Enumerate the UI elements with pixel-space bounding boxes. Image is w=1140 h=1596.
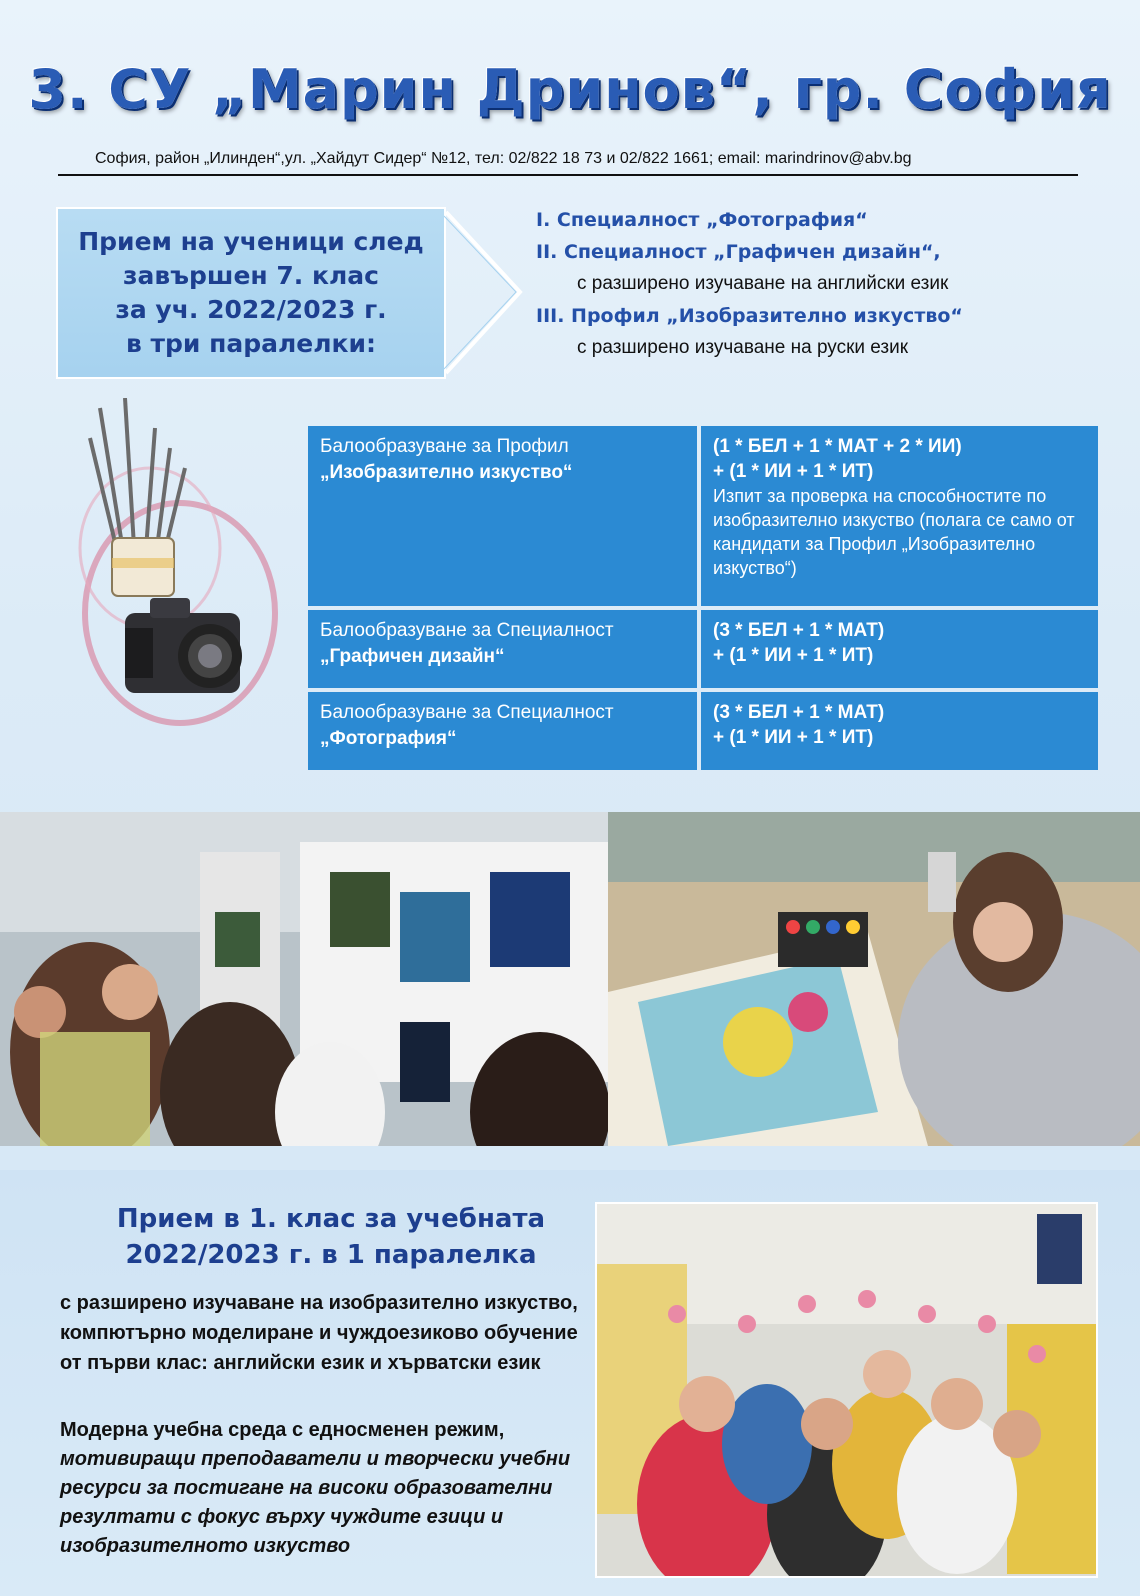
scoring-name: „Изобразително изкуство“: [320, 462, 573, 483]
scoring-table: [308, 426, 1098, 774]
scoring-row-graphic-design: [308, 610, 1098, 688]
scoring-label: Балообразуване за Профил: [320, 436, 569, 457]
first-grade-description: с разширено изучаване на изобразително изкуство, компютърно моделиране и чуждоезиково обучение от първи клас: английски език и хърватски език: [60, 1292, 578, 1374]
scoring-name: „Фотография“: [320, 728, 457, 749]
scoring-note: Изпит за проверка на способностите по изобразително изкуство (полага се само от кандидати за Профил „Изобразително изкуство“): [713, 486, 1075, 578]
learning-environment-description: [60, 1416, 600, 1561]
school-title: 3. СУ „Марин Дринов“, гр. София: [28, 58, 1112, 121]
admission-7-line: в три паралелки:: [125, 329, 377, 358]
admission-1st-grade-heading: [86, 1201, 576, 1273]
specialty-subtitle: с разширено изучаване на руски език: [577, 337, 909, 358]
admission-1-line: 2022/2023 г. в 1 паралелка: [125, 1240, 537, 1270]
scoring-formula: (3 * БЕЛ + 1 * МАТ): [713, 702, 885, 723]
admission-1-line: Прием в 1. клас за учебната: [116, 1204, 546, 1234]
specialty-title: I. Специалност „Фотография“: [536, 209, 868, 231]
scoring-formula: + (1 * ИИ + 1 * ИТ): [713, 461, 874, 482]
scoring-label: Балообразуване за Специалност: [320, 702, 614, 723]
specialties-list: [536, 204, 1126, 364]
admission-7-line: завършен 7. клас: [123, 261, 379, 290]
scoring-label-cell: [308, 610, 697, 688]
environment-rest: мотивиращи преподаватели и творчески учебни ресурси за постигане на високи образователни резултати с фокус върху чуждите езици и изобразителното изкуство: [60, 1448, 571, 1557]
school-address: София, район „Илинден“,ул. „Хайдут Сидер“ №12, тел: 02/822 18 73 и 02/822 1661; email: marindrinov@abv.bg: [95, 150, 912, 167]
brushes-camera-illustration: [30, 398, 285, 738]
admission-7-line: Прием на ученици след: [78, 227, 424, 256]
scoring-formula: (3 * БЕЛ + 1 * МАТ): [713, 620, 885, 641]
admission-7-line: за уч. 2022/2023 г.: [115, 295, 387, 324]
arrow-right-icon: [444, 210, 524, 375]
scoring-label-cell: [308, 426, 697, 606]
scoring-label: Балообразуване за Специалност: [320, 620, 614, 641]
admission-7th-grade-box: [56, 207, 446, 379]
painting-class-photo: [608, 812, 1140, 1146]
specialty-title: II. Специалност „Графичен дизайн“,: [536, 241, 941, 263]
specialty-title: III. Профил „Изобразително изкуство“: [536, 305, 963, 327]
profile-fine-arts: [536, 300, 1126, 364]
specialty-subtitle: с разширено изучаване на английски език: [577, 273, 949, 294]
scoring-formula-cell: [701, 426, 1098, 606]
exhibition-photo: [0, 812, 608, 1146]
scoring-name: „Графичен дизайн“: [320, 646, 505, 667]
specialty-photography: [536, 204, 1126, 236]
scoring-label-cell: [308, 692, 697, 770]
scoring-row-fine-arts: [308, 426, 1098, 606]
scoring-formula: + (1 * ИИ + 1 * ИТ): [713, 645, 874, 666]
scoring-formula-cell: [701, 692, 1098, 770]
specialty-graphic-design: [536, 236, 1126, 300]
scoring-row-photography: [308, 692, 1098, 770]
environment-lead: Модерна учебна среда с едносменен режим,: [60, 1419, 505, 1441]
first-graders-photo: [595, 1202, 1098, 1578]
scoring-formula: + (1 * ИИ + 1 * ИТ): [713, 727, 874, 748]
scoring-formula-cell: [701, 610, 1098, 688]
scoring-formula: (1 * БЕЛ + 1 * МАТ + 2 * ИИ): [713, 436, 962, 457]
header-divider: [58, 174, 1078, 176]
